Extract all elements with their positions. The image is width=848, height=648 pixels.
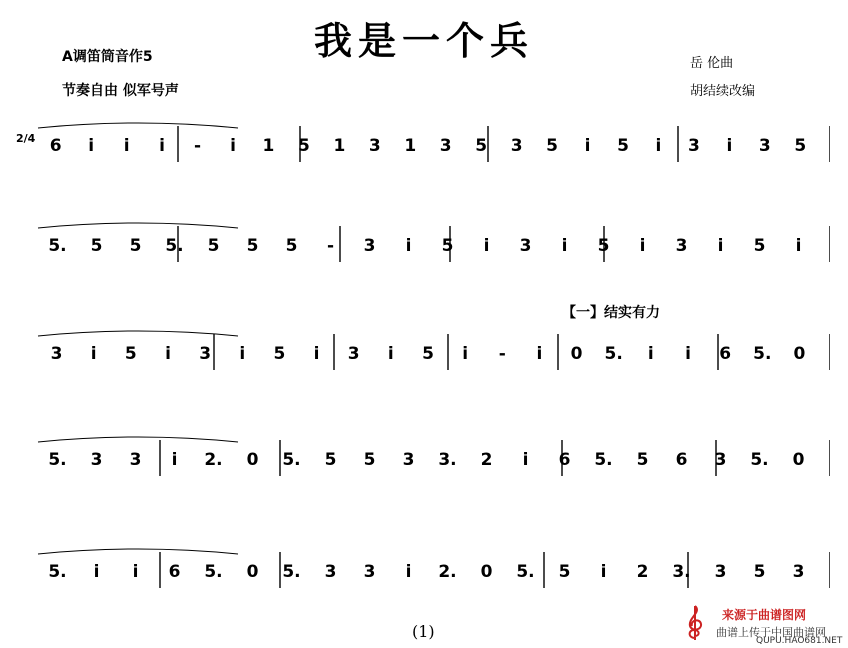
note: 5 bbox=[636, 450, 649, 470]
slur bbox=[38, 223, 238, 228]
note: i bbox=[239, 344, 246, 364]
note: 5 bbox=[273, 344, 286, 364]
note: 3. bbox=[672, 562, 691, 582]
note: 1 bbox=[262, 136, 275, 156]
note: 5 bbox=[246, 236, 259, 256]
note: 3 bbox=[402, 450, 415, 470]
note: 0 bbox=[246, 450, 259, 470]
note: 1 bbox=[404, 136, 417, 156]
note: 3 bbox=[324, 562, 337, 582]
key-line: A调笛筒音作5 bbox=[62, 49, 153, 65]
note: 6 bbox=[49, 136, 62, 156]
note: 5. bbox=[204, 562, 223, 582]
note: 5. bbox=[282, 562, 301, 582]
note: 5. bbox=[48, 450, 67, 470]
score-line bbox=[18, 548, 830, 596]
note: i bbox=[462, 344, 469, 364]
note: i bbox=[647, 344, 654, 364]
note: 5 bbox=[441, 236, 454, 256]
note: 5. bbox=[594, 450, 613, 470]
note: i bbox=[387, 344, 394, 364]
note: i bbox=[639, 236, 646, 256]
note: 5 bbox=[285, 236, 298, 256]
note: i bbox=[685, 344, 691, 364]
note: 5 bbox=[558, 562, 571, 582]
note: 5 bbox=[753, 236, 766, 256]
slur bbox=[38, 331, 238, 336]
note: 5 bbox=[617, 136, 629, 156]
note: 3 bbox=[50, 344, 63, 364]
note: 5 bbox=[324, 450, 337, 470]
note: 3 bbox=[129, 450, 142, 470]
note: 5 bbox=[207, 236, 220, 256]
note: 5. bbox=[604, 344, 623, 364]
note: 0 bbox=[480, 562, 493, 582]
note: 5 bbox=[90, 236, 103, 256]
note: 0 bbox=[246, 562, 259, 582]
note: 1 bbox=[333, 136, 346, 156]
note: 3 bbox=[714, 450, 727, 470]
note: 2 bbox=[636, 562, 649, 582]
slur bbox=[38, 437, 238, 442]
note: 2. bbox=[204, 450, 223, 470]
note: i bbox=[132, 562, 139, 582]
watermark-line1: 来源于曲谱图网 bbox=[722, 608, 807, 622]
note: i bbox=[522, 450, 529, 470]
score-line bbox=[18, 436, 830, 484]
note: 3 bbox=[439, 136, 452, 156]
note: i bbox=[655, 136, 662, 156]
composer-credit: 岳 伦曲 bbox=[690, 56, 734, 71]
note: 3 bbox=[758, 136, 771, 156]
score-line bbox=[18, 330, 830, 378]
barlines bbox=[18, 548, 830, 596]
note: 5 bbox=[297, 136, 310, 156]
note: i bbox=[88, 136, 95, 156]
page-number: (1) bbox=[412, 622, 435, 641]
note: 5. bbox=[165, 236, 184, 256]
note: 5 bbox=[475, 136, 488, 156]
note: i bbox=[93, 562, 100, 582]
note: 6 bbox=[558, 450, 571, 470]
score-line bbox=[18, 222, 830, 270]
treble-clef-logo bbox=[680, 602, 710, 642]
note: i bbox=[600, 562, 607, 582]
watermark-site: QUPU.HAO681.NET bbox=[756, 636, 843, 646]
note: 6 bbox=[719, 344, 732, 364]
note: 3 bbox=[363, 236, 376, 256]
note: 6 bbox=[675, 450, 688, 470]
note: i bbox=[159, 136, 165, 156]
note: 0 bbox=[570, 344, 583, 364]
note: 5 bbox=[129, 236, 142, 256]
note: 5 bbox=[753, 562, 766, 582]
note: - bbox=[498, 344, 506, 364]
note: i bbox=[405, 562, 412, 582]
note: 0 bbox=[792, 450, 805, 470]
note: i bbox=[717, 236, 724, 256]
note: 3 bbox=[519, 236, 532, 256]
barlines bbox=[18, 122, 830, 170]
time-signature: 2/4 bbox=[16, 132, 36, 145]
note: - bbox=[326, 236, 335, 256]
note: 5. bbox=[48, 236, 67, 256]
note: 5 bbox=[546, 136, 558, 156]
note: 5 bbox=[363, 450, 376, 470]
tempo-line: 节奏自由 似军号声 bbox=[62, 83, 179, 99]
note: 3 bbox=[347, 344, 360, 364]
note: 3. bbox=[438, 450, 457, 470]
note: 5 bbox=[422, 344, 434, 364]
note: 5. bbox=[282, 450, 301, 470]
watermark-line2: 曲谱上传于中国曲谱网 bbox=[716, 626, 826, 639]
note: 3 bbox=[199, 344, 212, 364]
slur bbox=[38, 123, 238, 128]
note: 3 bbox=[510, 136, 523, 156]
note: 5 bbox=[597, 236, 610, 256]
note: 6 bbox=[168, 562, 181, 582]
note: 5 bbox=[794, 136, 807, 156]
note: i bbox=[536, 344, 543, 364]
note: 2 bbox=[480, 450, 493, 470]
note: 3 bbox=[714, 562, 727, 582]
note: i bbox=[90, 344, 97, 364]
note: 3 bbox=[792, 562, 805, 582]
note: 5. bbox=[753, 344, 772, 364]
note: 0 bbox=[793, 344, 806, 364]
note: i bbox=[726, 136, 733, 156]
slur bbox=[38, 549, 238, 554]
note: i bbox=[584, 136, 591, 156]
note: 5. bbox=[516, 562, 535, 582]
note: 5. bbox=[750, 450, 769, 470]
note: - bbox=[194, 136, 202, 156]
note: i bbox=[405, 236, 412, 256]
note: 5 bbox=[124, 344, 137, 364]
note: i bbox=[313, 344, 320, 364]
note: 3 bbox=[675, 236, 688, 256]
note: i bbox=[795, 236, 802, 256]
note: 2. bbox=[438, 562, 457, 582]
note: 3 bbox=[368, 136, 381, 156]
note: 3 bbox=[687, 136, 700, 156]
note: i bbox=[561, 236, 568, 256]
note: i bbox=[123, 136, 130, 156]
page-title: 我是一个兵 bbox=[313, 18, 534, 63]
note: i bbox=[483, 236, 490, 256]
arranger-credit: 胡结续改编 bbox=[690, 84, 756, 99]
note: i bbox=[171, 450, 178, 470]
score-line bbox=[18, 122, 830, 170]
note: 5. bbox=[48, 562, 67, 582]
note: i bbox=[165, 344, 171, 364]
note: i bbox=[230, 136, 236, 156]
note: 3 bbox=[90, 450, 103, 470]
note: 3 bbox=[363, 562, 376, 582]
section-marker: 【一】结实有力 bbox=[562, 305, 660, 321]
